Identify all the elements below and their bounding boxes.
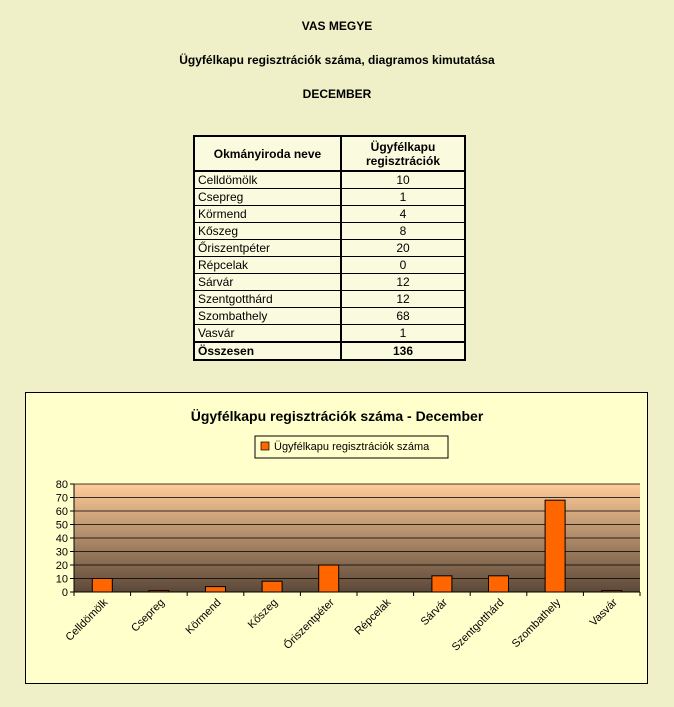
- bar: [602, 591, 622, 592]
- y-tick-label: 40: [55, 533, 68, 545]
- bar: [489, 576, 509, 592]
- table-row: [194, 325, 465, 343]
- bar-chart: [26, 393, 649, 685]
- y-tick-label: 30: [55, 546, 68, 559]
- office-name-cell: Szentgotthárd: [194, 291, 341, 308]
- office-name-header: Okmányiroda neve: [194, 136, 341, 171]
- registration-count-cell: 68: [341, 308, 465, 325]
- registration-count-cell: 0: [341, 257, 465, 274]
- bar: [92, 579, 112, 593]
- registration-count-cell: 1: [341, 325, 465, 343]
- x-tick-label: Szombathely: [509, 596, 564, 651]
- office-name-cell: Körmend: [194, 206, 341, 223]
- bar: [432, 576, 452, 592]
- registration-count-cell: 12: [341, 274, 465, 291]
- y-tick-label: 10: [55, 573, 68, 586]
- x-tick-label: Csepreg: [129, 596, 168, 635]
- x-tick-label: Szentgotthárd: [449, 596, 507, 654]
- office-name-cell: Csepreg: [194, 189, 341, 206]
- chart-title: Ügyfélkapu regisztrációk száma - December: [190, 408, 484, 424]
- table-row: [194, 206, 465, 223]
- registration-table: [193, 135, 466, 361]
- report-subtitle: Ügyfélkapu regisztrációk száma, diagramos kimutatása: [179, 53, 495, 67]
- registration-count-cell: 8: [341, 223, 465, 240]
- x-tick-label: Celldömölk: [63, 596, 111, 644]
- y-tick-label: 0: [61, 587, 68, 599]
- table-header-row: [194, 136, 465, 171]
- y-tick-label: 60: [55, 506, 68, 518]
- office-name-cell: Szombathely: [194, 308, 341, 325]
- y-tick-label: 50: [55, 519, 68, 532]
- office-name-cell: Sárvár: [194, 274, 341, 291]
- x-tick-label: Vasvár: [587, 596, 620, 629]
- y-tick-label: 20: [55, 560, 68, 572]
- registrations-header: Ügyfélkapu regisztrációk: [341, 136, 465, 171]
- registration-count-cell: 10: [341, 171, 465, 189]
- x-tick-label: Kőszeg: [245, 596, 281, 632]
- legend-label: Ügyfélkapu regisztrációk száma: [274, 441, 430, 453]
- table-row: [194, 308, 465, 325]
- x-tick-label: Sárvár: [418, 596, 451, 629]
- table-row: [194, 240, 465, 257]
- x-tick-label: Répcelak: [352, 596, 394, 638]
- table-row: [194, 189, 465, 206]
- county-title: VAS MEGYE: [301, 19, 373, 33]
- registration-count-cell: 4: [341, 206, 465, 223]
- table-row: [194, 223, 465, 240]
- office-name-cell: Kőszeg: [194, 223, 341, 240]
- total-value: 136: [341, 342, 465, 360]
- registration-count-cell: 1: [341, 189, 465, 206]
- bar: [545, 500, 565, 592]
- registration-count-cell: 20: [341, 240, 465, 257]
- table-body: [194, 171, 465, 342]
- plot-area: [56, 479, 640, 654]
- office-name-cell: Őriszentpéter: [194, 240, 341, 257]
- office-name-cell: Celldömölk: [194, 171, 341, 189]
- x-tick-label: Körmend: [183, 596, 224, 637]
- table-row: [194, 274, 465, 291]
- chart-panel: [25, 392, 648, 684]
- bar: [149, 591, 169, 592]
- office-name-cell: Vasvár: [194, 325, 341, 343]
- table-row: [194, 171, 465, 189]
- bar: [262, 581, 282, 592]
- legend: [255, 436, 448, 458]
- total-label: Összesen: [194, 342, 341, 360]
- table-row: [194, 291, 465, 308]
- bar: [206, 587, 226, 592]
- table-row: [194, 257, 465, 274]
- month-title: DECEMBER: [302, 87, 372, 101]
- registration-count-cell: 12: [341, 291, 465, 308]
- x-tick-label: Őriszentpéter: [281, 596, 337, 652]
- y-tick-label: 70: [55, 492, 68, 505]
- legend-swatch: [261, 442, 269, 450]
- bar: [319, 565, 339, 592]
- office-name-cell: Répcelak: [194, 257, 341, 274]
- y-tick-label: 80: [55, 479, 68, 491]
- total-row: [194, 342, 465, 360]
